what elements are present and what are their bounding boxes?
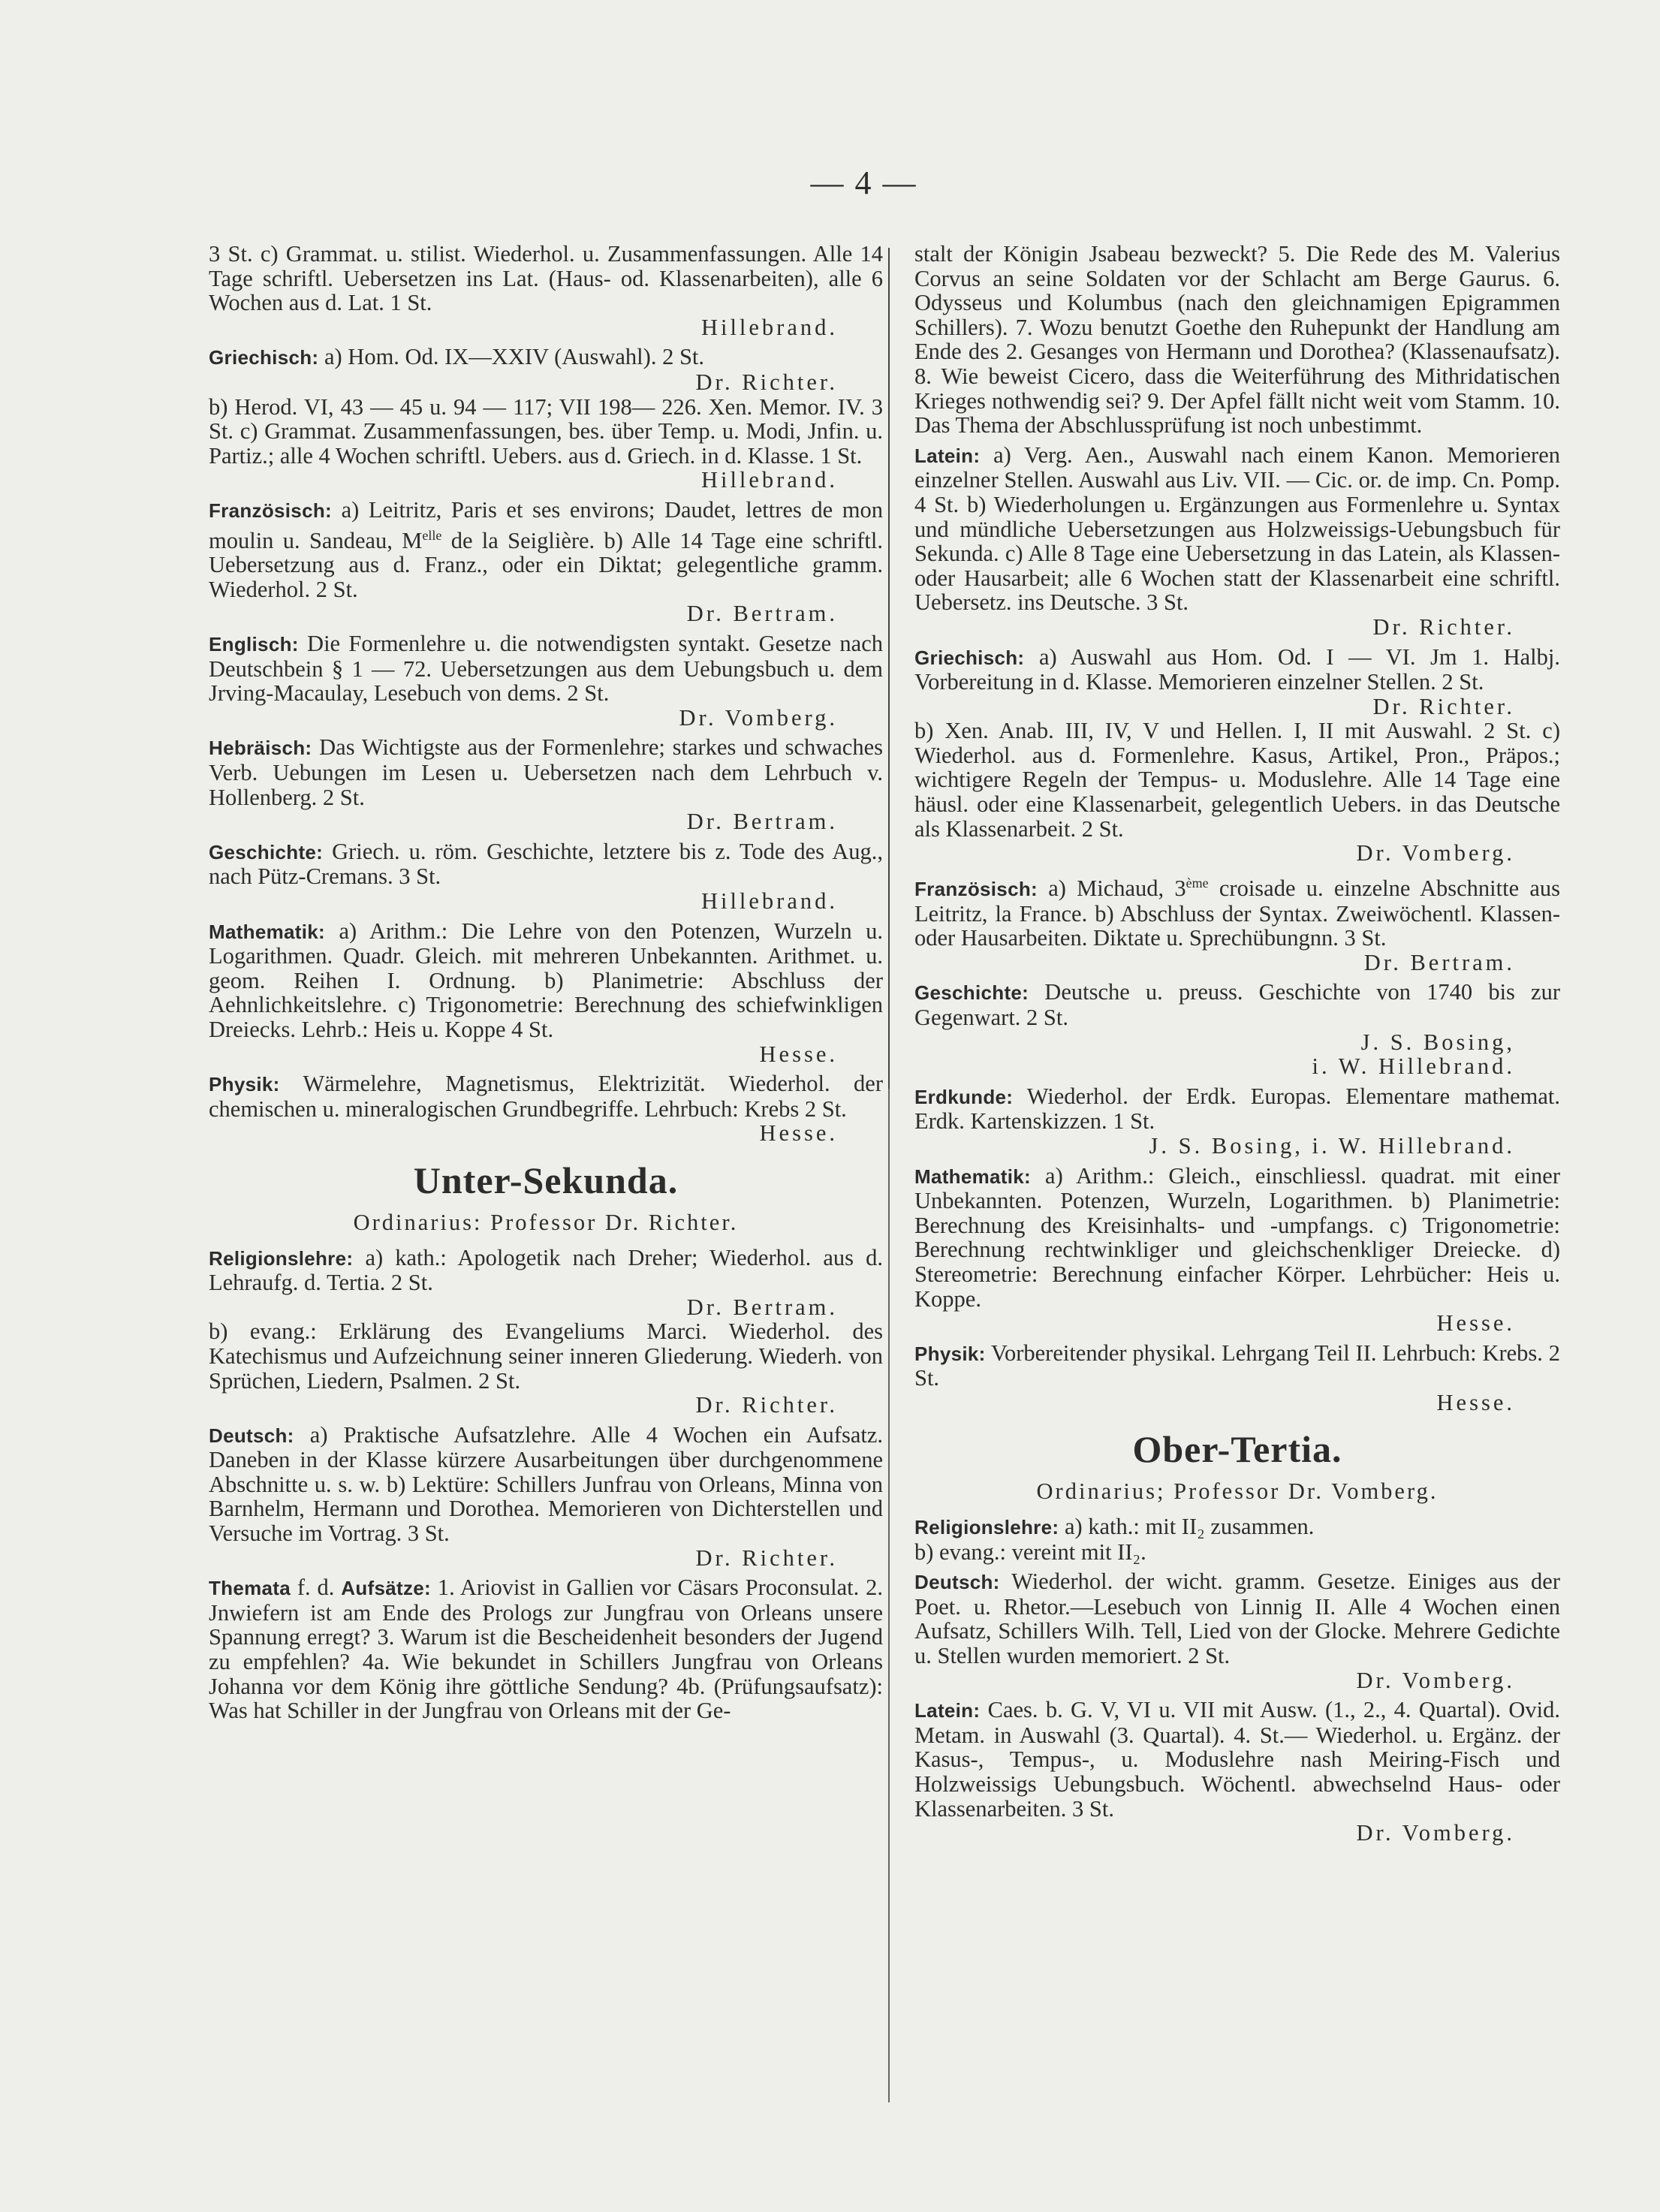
- themata-connector: f. d.: [291, 1575, 342, 1601]
- subject-latein: [914, 443, 1560, 640]
- subject-text: b) evang.: Erklärung des Evangeliums Marci. Wiederhol. des Katechismus und Aufzeichnung seiner inneren Gliederung. Wiederh. von Sprüchen, Liedern, Psalmen. 2 St.: [209, 1318, 883, 1394]
- subject-text: a) Michaud, 3: [1048, 875, 1186, 901]
- right-column: [914, 242, 1560, 1851]
- subject-label: Religionslehre:: [914, 1516, 1059, 1539]
- subject-text: croisade u. einzelne Abschnitte aus Leitritz, la France. b) Abschluss der Syntax. Zweiwöchentl. Klassen- oder Hausarbeiten. Diktate u. Sprechübungnn. 3 St.: [914, 875, 1560, 951]
- subject-label: Griechisch:: [209, 346, 319, 369]
- section-title: Ober-Tertia.: [1132, 1428, 1342, 1471]
- subject-text: a) Arithm.: Die Lehre von den Potenzen, Wurzeln u. Logarithmen. Quadr. Gleich. mit mehreren Unbekannten. Arithmet. u. geom. Reihen I. Ordnung. b) Planimetrie: Abschluss der Aehnlichkeitslehre. c) Trigonometrie: Berechnung des schiefwinkligen Dreiecks. Lehrb.: Heis u. Koppe 4 St.: [209, 918, 884, 1042]
- subject-text: Das Wichtigste aus der Formenlehre; starkes und schwaches Verb. Uebungen im Lesen u. Uebersetzen nach dem Lehrbuch v. Hollenberg. 2 St.: [209, 734, 884, 810]
- subject-label: Griechisch:: [914, 646, 1025, 669]
- subject-religionslehre: [209, 1246, 883, 1418]
- subject-label: Hebräisch:: [209, 737, 312, 760]
- subject-text: b) Xen. Anab. III, IV, V und Hellen. I, II mit Auswahl. 2 St. c) Wiederhol. aus d. Formenlehre. Kasus, Artikel, Pron., Präpos.; wichtigere Regeln der Tempus- u. Moduslehre. Alle 14 Tage eine häusl. oder eine Klassenarbeit, gelegentlich Uebers. in das Deutsche als Klassenarbeit. 2 St.: [914, 718, 1560, 842]
- paragraph: [209, 242, 883, 339]
- subject-text: Die Formenlehre u. die notwendigsten syntakt. Gesetze nach Deutschbein § 1 — 72. Uebersetzungen aus dem Uebungsbuch u. dem Jrving-Macaulay, Lesebuch von dems. 2 St.: [209, 631, 883, 707]
- paragraph: [914, 242, 1560, 438]
- teacher-signature: Dr. Bertram.: [686, 809, 838, 835]
- subject-text: b) evang.: vereint mit II₂.: [914, 1538, 1146, 1565]
- subject-griechisch: [914, 645, 1560, 866]
- subject-label: Latein:: [914, 444, 981, 467]
- subject-label: Französisch:: [209, 499, 332, 522]
- subject-erdkunde: [914, 1084, 1560, 1159]
- subject-geschichte: [209, 839, 883, 914]
- subject-franzoesisch: [209, 498, 883, 626]
- subject-text: Wiederhol. der Erdk. Europas. Elementare mathemat. Erdk. Kartenskizzen. 1 St.: [914, 1083, 1560, 1135]
- subject-label: Physik:: [209, 1073, 280, 1096]
- teacher-signature: Dr. Bertram.: [1363, 949, 1515, 975]
- teacher-signature: Dr. Bertram.: [686, 1294, 838, 1320]
- ordinarius-line: Ordinarius; Professor Dr. Vomberg.: [1036, 1478, 1439, 1505]
- teacher-signature: Dr. Richter.: [1372, 693, 1515, 719]
- subject-label: Geschichte:: [914, 981, 1029, 1005]
- subject-label: Physik:: [914, 1342, 986, 1365]
- teacher-signature: J. S. Bosing, i. W. Hillebrand.: [1149, 1132, 1515, 1159]
- teacher-signature: Dr. Vomberg.: [1356, 1667, 1515, 1693]
- subject-deutsch: [914, 1569, 1560, 1692]
- teacher-signature: Dr. Vomberg.: [1356, 840, 1515, 866]
- teacher-signature: Hillebrand.: [700, 467, 838, 493]
- subject-text: a) Verg. Aen., Auswahl nach einem Kanon. Memorieren einzelner Stellen. Auswahl aus Liv. VII. — Cic. or. de imp. Cn. Pomp. 4 St. b) Wiederholungen u. Ergänzungen aus Formenlehre u. Syntax und mündliche Uebersetzungen aus Holzweissigs-Uebungsbuch für Sekunda. c) Alle 8 Tage eine Uebersetzung in das Latein, als Klassen- oder Hausarbeit; alle 6 Wochen statt der Klassenarbeit eine schriftl. Uebersetz. ins Deutsche. 3 St.: [914, 441, 1561, 616]
- subject-text: Wiederhol. der wicht. gramm. Gesetze. Einiges aus der Poet. u. Rhetor.—Lesebuch von Linnig II. Alle 4 Wochen einen Aufsatz, Schillers Wilh. Tell, Lied von der Glocke. Mehrere Gedichte u. Stellen wurden memoriert. 2 St.: [914, 1569, 1560, 1669]
- subject-label: Deutsch:: [209, 1424, 294, 1447]
- subject-label: Englisch:: [209, 633, 299, 656]
- subject-text: Deutsche u. preuss. Geschichte von 1740 bis zur Gegenwart. 2 St.: [914, 979, 1561, 1030]
- left-column: [209, 242, 883, 1728]
- subject-text: a) Auswahl aus Hom. Od. I — VI. Jm 1. Halbj. Vorbereitung in d. Klasse. Memorieren einzelner Stellen. 2 St.: [914, 643, 1561, 695]
- teacher-signature: Dr. Bertram.: [686, 601, 838, 627]
- subject-mathematik: [914, 1164, 1560, 1336]
- subject-label: Mathematik:: [914, 1165, 1031, 1188]
- subject-hebraeisch: [209, 735, 883, 833]
- subject-deutsch: [209, 1423, 883, 1571]
- subject-text: a) Leitritz, Paris et ses environs; Daudet, lettres de mon moulin u. Sandeau, M: [209, 496, 884, 553]
- ordinarius-line: Ordinarius: Professor Dr. Richter.: [353, 1209, 739, 1235]
- teacher-signature: Dr. Richter.: [1372, 613, 1515, 640]
- subject-label: Mathematik:: [209, 920, 325, 943]
- teacher-signature: i. W. Hillebrand.: [1312, 1053, 1515, 1080]
- paragraph-text: stalt der Königin Jsabeau bezweckt? 5. Die Rede des M. Valerius Corvus an seine Soldaten vor der Schlacht am Berge Gaurus. 6. Odysseus und Kolumbus (nach den gleichnamigen Epigrammen Schillers). 7. Wozu benutzt Goethe den Ruhepunkt der Handlung am Ende des 2. Gesanges von Hermann und Dorothea? (Klassenaufsatz). 8. Wie beweist Cicero, dass die Weiterführung des Mithridatischen Krieges nothwendig sei? 9. Der Apfel fällt nicht weit vom Stamm. 10. Das Thema der Abschlussprüfung ist noch unbestimmt.: [914, 241, 1560, 438]
- teacher-signature: Hesse.: [1436, 1389, 1515, 1415]
- subject-text: Vorbereitender physikal. Lehrgang Teil II. Lehrbuch: Krebs. 2 St.: [914, 1340, 1560, 1391]
- teacher-signature: Hesse.: [759, 1041, 838, 1067]
- subject-text: de la Seiglière. b) Alle 14 Tage eine schriftl. Uebersetzung aus d. Franz., oder ein Diktat; gelegentliche gramm. Wiederhol. 2 St.: [209, 527, 883, 602]
- subject-text: Wärmelehre, Magnetismus, Elektrizität. Wiederhol. der chemischen u. mineralogischen Grundbegriffe. Lehrbuch: Krebs 2 St.: [209, 1071, 883, 1122]
- subject-text: a) Arithm.: Gleich., einschliessl. quadrat. mit einer Unbekannten. Potenzen, Wurzeln, Logarithmen. b) Planimetrie: Berechnung des Kreisinhalts- und -umpfangs. c) Trigonometrie: Berechnung rechtwinkliger und gleichschenkliger Dreiecke. d) Stereometrie: Berechnung einfacher Körper. Lehrbücher: Heis u. Koppe.: [914, 1162, 1560, 1312]
- teacher-signature: Dr. Vomberg.: [679, 704, 838, 731]
- section-title: Unter-Sekunda.: [413, 1159, 679, 1201]
- subject-label: Französisch:: [914, 878, 1038, 900]
- subject-text: a) Hom. Od. IX—XXIV (Auswahl). 2 St.: [324, 344, 705, 370]
- teacher-signature: Hillebrand.: [700, 314, 838, 340]
- subject-text: a) kath.: mit II₂ zusammen.: [1064, 1514, 1315, 1540]
- subject-religionslehre: [914, 1514, 1560, 1564]
- teacher-signature: Dr. Richter.: [695, 1544, 838, 1571]
- teacher-signature: Hesse.: [1436, 1310, 1515, 1337]
- subject-franzoesisch: [914, 871, 1560, 975]
- superscript: elle: [422, 527, 442, 543]
- subject-label: Latein:: [914, 1699, 981, 1722]
- subject-label: Religionslehre:: [209, 1246, 354, 1270]
- subject-text: Griech. u. röm. Geschichte, letztere bis z. Tode des Aug., nach Pütz-Cremans. 3 St.: [209, 838, 884, 890]
- teacher-signature: Dr. Richter.: [695, 1392, 838, 1418]
- subject-text: a) Praktische Aufsatzlehre. Alle 4 Wochen ein Aufsatz. Daneben in der Klasse kürzere Ausarbeitungen über durchgenommene Abschnitte u. s. w. b) Lektüre: Schillers Junfrau von Orleans, Minna von Barnhelm, Hermann und Dorothea. Memorieren von Dichterstellen und Versuche im Vortrag. 3 St.: [209, 1421, 883, 1547]
- subject-physik: [209, 1071, 883, 1146]
- teacher-signature: Dr. Vomberg.: [1356, 1820, 1515, 1846]
- subject-geschichte: [914, 980, 1560, 1078]
- subject-mathematik: [209, 919, 883, 1067]
- teacher-signature: Dr. Richter.: [695, 369, 838, 395]
- subject-latein: [914, 1698, 1560, 1846]
- page-number: — 4 —: [810, 164, 917, 201]
- subject-label: Deutsch:: [914, 1571, 1000, 1594]
- paragraph-text: 3 St. c) Grammat. u. stilist. Wiederhol. u. Zusammenfassungen. Alle 14 Tage schriftl. Uebersetzen ins Lat. (Haus- od. Klassenarbeiten), alle 6 Wochen aus d. Lat. 1 St.: [209, 241, 883, 316]
- subject-label: Themata: [209, 1577, 291, 1600]
- subject-text: 1. Ariovist in Gallien vor Cäsars Proconsulat. 2. Jnwiefern ist am Ende des Prologs zur Jungfrau von Orleans unsere Spannung erregt? 3. Warum ist die Bescheidenheit besonders der Jugend zu empfehlen? 4a. Wie bekundet in Schillers Jungfrau von Orleans Johanna vor dem König ihre göttliche Sendung? 4b. (Prüfungsaufsatz): Was hat Schiller in der Jungfrau von Orleans mit der Ge-: [209, 1575, 883, 1724]
- subject-label: Aufsätze:: [341, 1577, 431, 1600]
- subject-physik: [914, 1341, 1560, 1415]
- subject-text: b) Herod. VI, 43 — 45 u. 94 — 117; VII 198— 226. Xen. Memor. IV. 3 St. c) Grammat. Zusammenfassungen, bes. über Temp. u. Modi, Jnfin. u. Partiz.; alle 4 Wochen schriftl. Uebers. aus d. Griech. in d. Klasse. 1 St.: [209, 393, 883, 469]
- subject-text: a) kath.: Apologetik nach Dreher; Wiederhol. aus d. Lehraufg. d. Tertia. 2 St.: [209, 1244, 883, 1296]
- teacher-signature: Hesse.: [759, 1120, 838, 1147]
- subject-text: Caes. b. G. V, VI u. VII mit Ausw. (1., 2., 4. Quartal). Ovid. Metam. in Auswahl (3. Quartal). 4. St.— Wiederhol. u. Ergänz. der Kasus-, Tempus-, u. Moduslehre nash Meiring-Fisch und Holzweissigs Uebungsbuch. Wöchentl. abwechselnd Haus- oder Klassenarbeiten. 3 St.: [914, 1697, 1560, 1822]
- superscript: ème: [1185, 875, 1209, 891]
- themata-paragraph: [209, 1575, 883, 1723]
- subject-englisch: [209, 631, 883, 730]
- column-divider-lower: [888, 1089, 890, 2102]
- subject-griechisch: [209, 345, 883, 493]
- teacher-signature: J. S. Bosing,: [1360, 1029, 1515, 1055]
- subject-label: Erdkunde:: [914, 1085, 1014, 1108]
- subject-label: Geschichte:: [209, 840, 324, 863]
- teacher-signature: Hillebrand.: [700, 888, 838, 914]
